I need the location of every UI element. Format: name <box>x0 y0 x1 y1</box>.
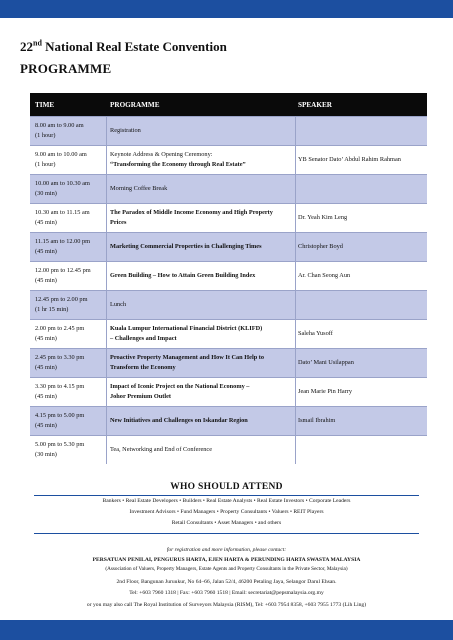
programme-cell <box>110 262 295 290</box>
speaker-cell <box>298 175 426 203</box>
divider <box>34 495 419 496</box>
table-row <box>30 203 427 232</box>
time-cell <box>35 436 109 464</box>
top-banner <box>0 0 453 18</box>
speaker-cell <box>298 436 426 464</box>
time-range: 5.00 pm to 5.30 pm <box>35 441 85 448</box>
time-range: 12.45 pm to 2.00 pm <box>35 296 88 303</box>
column-divider <box>295 175 296 203</box>
duration: (1 hour) <box>35 132 56 139</box>
audience-line-1: Bankers • Real Estate Developers • Builders • Real Estate Analysts • Real Estate Investors • Corporate Leaders <box>102 498 351 504</box>
programme-cell <box>110 146 295 174</box>
duration: (1 hour) <box>35 161 56 168</box>
programme-title-line-2: Prices <box>110 219 127 226</box>
speaker-name: Jean Marie Pin Harry <box>298 388 353 395</box>
time-cell <box>35 175 109 203</box>
column-divider <box>295 146 296 174</box>
header-programme: PROGRAMME <box>110 101 160 109</box>
programme-title: New Initiatives and Challenges on Iskandar Region <box>110 417 248 424</box>
speaker-cell <box>298 320 426 348</box>
programme-cell <box>110 117 295 145</box>
programme-title: Green Building – How to Attain Green Building Index <box>110 272 256 279</box>
speaker-cell <box>298 349 426 377</box>
column-divider <box>295 320 296 348</box>
table-row <box>30 406 427 435</box>
column-divider <box>295 349 296 377</box>
table-row <box>30 290 427 319</box>
programme-cell <box>110 436 295 464</box>
time-range: 2.00 pm to 2.45 pm <box>35 325 85 332</box>
table-row <box>30 174 427 203</box>
speaker-name: Dato’ Mani Usilappan <box>298 359 354 366</box>
table-row <box>30 348 427 377</box>
time-range: 2.45 pm to 3.30 pm <box>35 354 85 361</box>
table-row <box>30 377 427 406</box>
speaker-cell <box>298 204 426 232</box>
speaker-cell <box>298 146 426 174</box>
speaker-name: Saleha Yusoff <box>298 330 333 337</box>
header-time: TIME <box>35 101 55 109</box>
programme-title: Lunch <box>110 301 127 308</box>
speaker-cell <box>298 233 426 261</box>
table-row <box>30 116 427 145</box>
speaker-cell <box>298 117 426 145</box>
programme-title: Impact of Iconic Project on the National Economy – <box>110 383 250 390</box>
page-subtitle: PROGRAMME <box>20 61 112 76</box>
table-row <box>30 145 427 174</box>
bottom-banner <box>0 620 453 640</box>
time-cell <box>35 146 109 174</box>
column-divider <box>295 233 296 261</box>
programme-cell <box>110 233 295 261</box>
header-speaker: SPEAKER <box>298 101 332 109</box>
table-body <box>30 116 427 464</box>
duration: (45 min) <box>35 248 57 255</box>
time-cell <box>35 117 109 145</box>
rism-contact: or you may also call The Royal Institution of Surveyors Malaysia (RISM), Tel: +603 7954 8358, +603 7955 1773 (Lih Ling) <box>86 602 367 608</box>
speaker-name: Dr. Yeah Kim Leng <box>298 214 348 221</box>
speaker-name: Christopher Boyd <box>298 243 343 250</box>
time-cell <box>35 320 109 348</box>
speaker-name: YB Senator Dato’ Abdul Rahim Rahman <box>298 156 401 163</box>
duration: (45 min) <box>35 422 57 429</box>
programme-title: Keynote Address & Opening Ceremony: <box>110 151 213 158</box>
column-divider <box>295 378 296 406</box>
duration: (45 min) <box>35 364 57 371</box>
audience-line-2: Investment Advisors • Fund Managers • Property Consultants • Valuers • REIT Players <box>129 509 324 515</box>
programme-title-line-2: “Transforming the Economy through Real Estate” <box>110 161 246 168</box>
column-divider <box>295 407 296 435</box>
time-range: 4.15 pm to 5.00 pm <box>35 412 85 419</box>
duration: (45 min) <box>35 277 57 284</box>
speaker-cell <box>298 378 426 406</box>
duration: (45 min) <box>35 219 57 226</box>
programme-cell <box>110 175 295 203</box>
table-row <box>30 261 427 290</box>
time-range: 3.30 pm to 4.15 pm <box>35 383 85 390</box>
time-cell <box>35 233 109 261</box>
column-divider <box>295 117 296 145</box>
audience-line-3: Retail Consultants • Asset Managers • and others <box>171 520 282 526</box>
programme-cell <box>110 349 295 377</box>
page-title: 22nd National Real Estate Convention <box>20 38 227 54</box>
address: 2nd Floor, Bangunan Juruukur, No 64–66, Jalan 52/4, 46200 Petaling Jaya, Selangor Darul Ehsan. <box>116 579 337 585</box>
programme-title: The Paradox of Middle Income Economy and High Property <box>110 209 273 216</box>
time-range: 8.00 am to 9.00 am <box>35 122 84 129</box>
column-divider <box>295 291 296 319</box>
duration: (1 hr 15 min) <box>35 306 69 313</box>
who-should-attend-heading: WHO SHOULD ATTEND <box>170 482 283 492</box>
time-range: 10.00 am to 10.30 am <box>35 180 90 187</box>
organisation-subtitle: (Association of Valuers, Property Managers, Estate Agents and Property Consultants in the Private Sector, Malaysia) <box>105 566 348 572</box>
time-cell <box>35 204 109 232</box>
programme-title: Registration <box>110 127 141 134</box>
duration: (30 min) <box>35 190 57 197</box>
programme-title: Kuala Lumpur International Financial District (KLIFD) <box>110 325 263 332</box>
duration: (45 min) <box>35 335 57 342</box>
table-row <box>30 232 427 261</box>
duration: (45 min) <box>35 393 57 400</box>
speaker-name: Ismail Ibrahim <box>298 417 336 424</box>
contact-intro: for registration and more information, please contact: <box>166 547 287 553</box>
table-row <box>30 319 427 348</box>
time-cell <box>35 291 109 319</box>
organisation-name: PERSATUAN PENILAI, PENGURUS HARTA, EJEN HARTA & PERUNDING HARTA SWASTA MALAYSIA <box>92 557 361 563</box>
time-range: 11.15 am to 12.00 pm <box>35 238 91 245</box>
programme-title: Marketing Commercial Properties in Challenging Times <box>110 243 262 250</box>
time-range: 9.00 am to 10.00 am <box>35 151 87 158</box>
column-divider <box>295 262 296 290</box>
speaker-cell <box>298 262 426 290</box>
time-cell <box>35 262 109 290</box>
table-header <box>30 93 427 116</box>
programme-cell <box>110 320 295 348</box>
programme-cell <box>110 407 295 435</box>
programme-title-line-2: Johor Premium Outlet <box>110 393 171 400</box>
programme-title: Tea, Networking and End of Conference <box>110 446 213 453</box>
time-cell <box>35 349 109 377</box>
programme-title: Morning Coffee Break <box>110 185 168 192</box>
speaker-cell <box>298 407 426 435</box>
programme-title: Proactive Property Management and How It Can Help to <box>110 354 265 361</box>
divider <box>34 533 419 534</box>
column-divider <box>295 436 296 464</box>
speaker-name: Ar. Chan Seong Aun <box>298 272 351 279</box>
time-cell <box>35 378 109 406</box>
time-range: 12.00 pm to 12.45 pm <box>35 267 91 274</box>
programme-cell <box>110 378 295 406</box>
speaker-cell <box>298 291 426 319</box>
column-divider <box>295 204 296 232</box>
programme-title-line-2: – Challenges and Impact <box>110 335 177 342</box>
time-cell <box>35 407 109 435</box>
time-range: 10.30 am to 11.15 am <box>35 209 90 216</box>
duration: (30 min) <box>35 451 57 458</box>
table-row <box>30 435 427 464</box>
programme-cell <box>110 204 295 232</box>
phone-fax-email: Tel: +603 7960 1318 | Fax: +603 7960 1518 | Email: secretariat@pepsmalaysia.org.my <box>129 590 324 596</box>
programme-title-line-2: Transform the Economy <box>110 364 176 371</box>
programme-cell <box>110 291 295 319</box>
programme-table <box>30 93 427 464</box>
